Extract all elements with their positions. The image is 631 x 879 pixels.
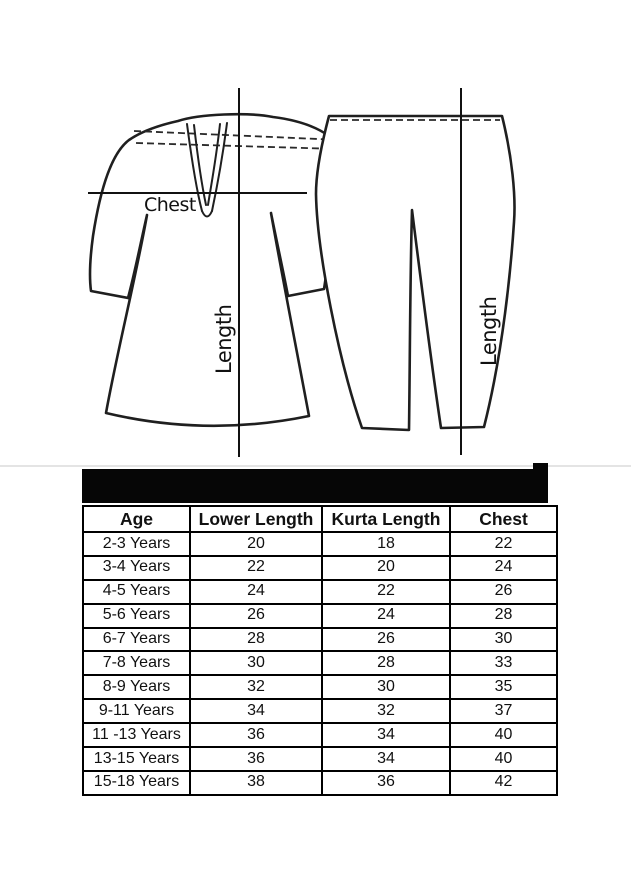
table-cell: 35 (450, 675, 557, 699)
table-cell: 42 (450, 771, 557, 795)
table-cell: 36 (190, 723, 322, 747)
table-cell: 30 (450, 628, 557, 652)
table-cell: 9-11 Years (83, 699, 190, 723)
table-cell: 20 (322, 556, 450, 580)
pants-length-label: Length (477, 296, 501, 366)
table-cell: 37 (450, 699, 557, 723)
table-cell: 26 (190, 604, 322, 628)
table-cell: 24 (450, 556, 557, 580)
table-cell: 28 (322, 651, 450, 675)
table-cell: 28 (450, 604, 557, 628)
table-cell: 34 (322, 747, 450, 771)
column-header: Chest (450, 506, 557, 532)
table-cell: 24 (190, 580, 322, 604)
table-cell: 20 (190, 532, 322, 556)
column-header: Lower Length (190, 506, 322, 532)
table-cell: 7-8 Years (83, 651, 190, 675)
table-cell: 36 (190, 747, 322, 771)
table-row (83, 723, 557, 747)
table-cell: 38 (190, 771, 322, 795)
table-row (83, 771, 557, 795)
size-chart-head-row (83, 506, 557, 532)
table-row (83, 747, 557, 771)
table-cell: 8-9 Years (83, 675, 190, 699)
table-row (83, 675, 557, 699)
table-cell: 11 -13 Years (83, 723, 190, 747)
table-cell: 6-7 Years (83, 628, 190, 652)
table-cell: 34 (322, 723, 450, 747)
table-cell: 33 (450, 651, 557, 675)
table-cell: 32 (190, 675, 322, 699)
table-row (83, 532, 557, 556)
table-cell: 4-5 Years (83, 580, 190, 604)
table-row (83, 580, 557, 604)
column-header: Age (83, 506, 190, 532)
table-cell: 13-15 Years (83, 747, 190, 771)
table-cell: 34 (190, 699, 322, 723)
header-band (82, 469, 548, 503)
table-row (83, 699, 557, 723)
table-cell: 26 (450, 580, 557, 604)
table-cell: 22 (190, 556, 322, 580)
table-cell: 28 (190, 628, 322, 652)
table-row (83, 628, 557, 652)
table-cell: 32 (322, 699, 450, 723)
table-cell: 18 (322, 532, 450, 556)
table-cell: 24 (322, 604, 450, 628)
column-header: Kurta Length (322, 506, 450, 532)
pants-drawing (316, 116, 515, 430)
table-cell: 26 (322, 628, 450, 652)
table-cell: 15-18 Years (83, 771, 190, 795)
chest-label: Chest (144, 194, 196, 216)
table-cell: 30 (190, 651, 322, 675)
table-row (83, 556, 557, 580)
table-cell: 3-4 Years (83, 556, 190, 580)
table-row (83, 604, 557, 628)
size-chart-container (82, 505, 548, 796)
table-cell: 5-6 Years (83, 604, 190, 628)
size-chart-body (83, 532, 557, 795)
size-chart-table (82, 505, 558, 796)
table-cell: 22 (322, 580, 450, 604)
table-cell: 40 (450, 723, 557, 747)
table-row (83, 651, 557, 675)
kurta-length-label: Length (212, 304, 236, 374)
table-cell: 22 (450, 532, 557, 556)
table-cell: 2-3 Years (83, 532, 190, 556)
table-cell: 36 (322, 771, 450, 795)
table-cell: 40 (450, 747, 557, 771)
table-cell: 30 (322, 675, 450, 699)
kurta-drawing (90, 114, 341, 426)
